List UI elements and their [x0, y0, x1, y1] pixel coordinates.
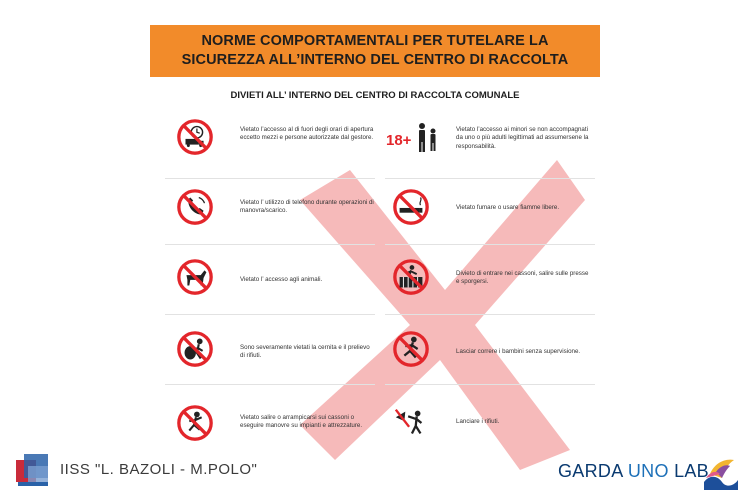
rule-text: Vietato l’ utilizzo di telefono durante operazioni di manovra/scarico. — [240, 199, 374, 215]
separator — [385, 384, 595, 385]
separator — [385, 244, 595, 245]
rule-text: Vietato l’accesso ai minori se non accompagnati da uno o più adulti legittimati ad assumersene la responsabilità. — [456, 126, 589, 150]
no-phone-icon — [176, 188, 214, 226]
brand-uno: UNO — [627, 461, 669, 481]
rule-text: Sono severamente vietati la cernita e il prelievo di rifiuti. — [240, 344, 370, 360]
no-entering-containers-icon — [392, 258, 430, 296]
no-throwing-icon — [392, 404, 430, 442]
rule-text: Vietato fumare o usare fiamme libere. — [456, 204, 560, 211]
no-minors-icon — [414, 122, 440, 154]
page-title-line2: SICUREZZA ALL’INTERNO DEL CENTRO DI RACCOLTA — [181, 52, 569, 68]
rule-text: Vietato l’ accesso agli animali. — [240, 276, 323, 283]
rule-text: Divieto di entrare nei cassoni, salire sulle presse e sporgersi. — [456, 270, 589, 286]
separator — [165, 314, 375, 315]
rule-text: Vietato l’accesso al di fuori degli orari di apertura eccetto mezzi e persone autorizzate dal gestore. — [240, 126, 374, 142]
garda-uno-lab-wordmark — [558, 461, 709, 482]
separator — [165, 384, 375, 385]
title-banner — [150, 25, 600, 77]
separator — [165, 178, 375, 179]
separator — [385, 314, 595, 315]
separator — [165, 244, 375, 245]
rule-text: Lanciare i rifiuti. — [456, 418, 500, 425]
school-name: IISS "L. BAZOLI - M.POLO" — [60, 461, 258, 478]
school-logo-icon — [14, 452, 52, 488]
garda-uno-lab-logo-icon — [700, 452, 740, 492]
section-subtitle: DIVIETI ALL’ INTERNO DEL CENTRO DI RACCOLTA COMUNALE — [230, 90, 520, 101]
page-title-line1: NORME COMPORTAMENTALI PER TUTELARE LA — [201, 33, 549, 49]
separator — [385, 178, 595, 179]
no-smoking-icon — [392, 188, 430, 226]
no-access-clock-truck-icon — [176, 118, 214, 156]
brand-garda: GARDA — [558, 461, 623, 481]
no-climbing-icon — [176, 404, 214, 442]
no-scavenging-icon — [176, 330, 214, 368]
rule-text: Vietato salire o arrampicarsi sui cassoni o eseguire manovre su impianti e attrezzature. — [240, 414, 363, 430]
no-animals-icon — [176, 258, 214, 296]
brand-lab: LAB — [674, 461, 709, 481]
rule-text: Lasciar correre i bambini senza supervisione. — [456, 348, 581, 355]
no-running-children-icon — [392, 330, 430, 368]
age-badge: 18+ — [386, 132, 412, 149]
